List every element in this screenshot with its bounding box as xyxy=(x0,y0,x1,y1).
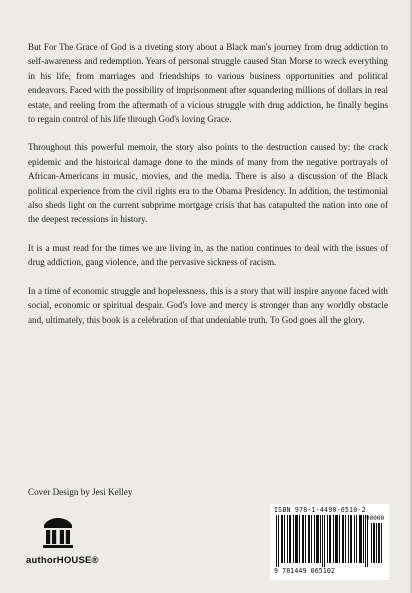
isbn-label: ISBN 978-1-4490-6510-2 xyxy=(274,506,366,514)
publisher-building-icon xyxy=(40,515,76,551)
isbn-barcode xyxy=(270,504,389,580)
blurb-paragraph-2: Throughout this powerful memoir, the story also points to the destruction caused by: the crack epidemic and the historical damage done to the minds of many from the negative portrayals of African-Americans in music, movies, and the media. There is also a discussion of the Black political experience from the civil rights era to the Obama Presidency. In addition, the testimonial also sheds light on the current subprime mortgage crisis that has catapulted the nation into one of the deepest recessions in history. xyxy=(28,142,388,225)
barcode-bars xyxy=(276,515,384,567)
publisher-logo xyxy=(26,515,116,575)
barcode-number: 9 781449 065102 xyxy=(274,567,336,575)
publisher-name: authorHOUSE® xyxy=(26,555,99,566)
blurb-paragraph-3: It is a must read for the times we are living in, as the nation continues to deal with the issues of drug addiction, gang violence, and the pervasive sickness of racism. xyxy=(28,242,388,268)
barcode-addon: 90000 xyxy=(366,515,385,522)
blurb-text xyxy=(28,40,388,341)
blurb-paragraph-4: In a time of economic struggle and hopelessness, this is a story that will inspire anyone faced with social, economic or spiritual despair. God's love and mercy is stronger than any worldly obstacle and, ultimately, this book is a celebration of that undeniable truth. To God goes all the glory. xyxy=(28,285,388,325)
blurb-paragraph-1: But For The Grace of God is a riveting story about a Black man's journey from drug addiction to self-awareness and redemption. Years of personal struggle caused Stan Morse to wreck everything in his life, from marriages and friendships to various business opportunities and political endeavors. Faced with the possibility of imprisonment after squandering millions of dollars in real estate, and reeling from the aftermath of a vicious struggle with drug addiction, he finally begins to regain control of his life through God's loving Grace. xyxy=(28,42,388,125)
cover-design-credit: Cover Design by Jesi Kelley xyxy=(28,487,133,497)
